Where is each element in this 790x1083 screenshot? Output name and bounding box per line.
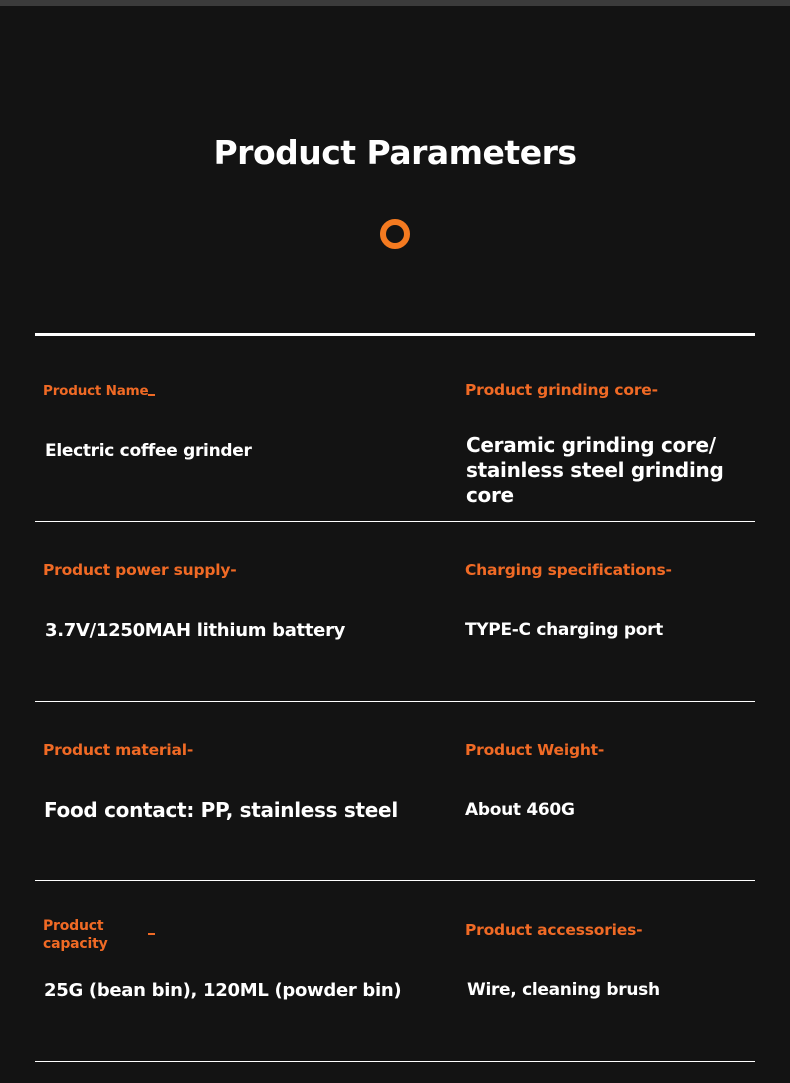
param-label-capacity: Product capacity [43, 918, 108, 952]
param-label-material: Product material- [43, 741, 194, 759]
param-label-grinding-core: Product grinding core- [465, 381, 658, 399]
param-value-accessories: Wire, cleaning brush [467, 980, 660, 1000]
param-label-name: Product Name [43, 383, 149, 399]
param-value-grinding-core: Ceramic grinding core/ stainless steel grinding core [466, 433, 724, 507]
row-divider [35, 521, 755, 522]
param-value-capacity: 25G (bean bin), 120ML (powder bin) [44, 980, 402, 1001]
param-value-power-supply: 3.7V/1250MAH lithium battery [45, 620, 346, 641]
param-label-accessories: Product accessories- [465, 921, 643, 939]
param-value-material: Food contact: PP, stainless steel [44, 798, 398, 822]
param-value-name: Electric coffee grinder [45, 441, 252, 461]
param-value-charging: TYPE-C charging port [465, 620, 664, 640]
row-divider [35, 1061, 755, 1062]
header-divider [35, 333, 755, 336]
row-divider [35, 880, 755, 881]
page-title: Product Parameters [213, 133, 577, 172]
label-dash [148, 394, 155, 396]
label-dash [148, 933, 155, 935]
param-label-weight: Product Weight- [465, 741, 605, 759]
param-label-charging: Charging specifications- [465, 561, 672, 579]
ring-icon [380, 219, 410, 249]
row-divider [35, 701, 755, 702]
top-bar [0, 0, 790, 6]
param-label-power-supply: Product power supply- [43, 561, 237, 579]
param-value-weight: About 460G [465, 800, 575, 820]
